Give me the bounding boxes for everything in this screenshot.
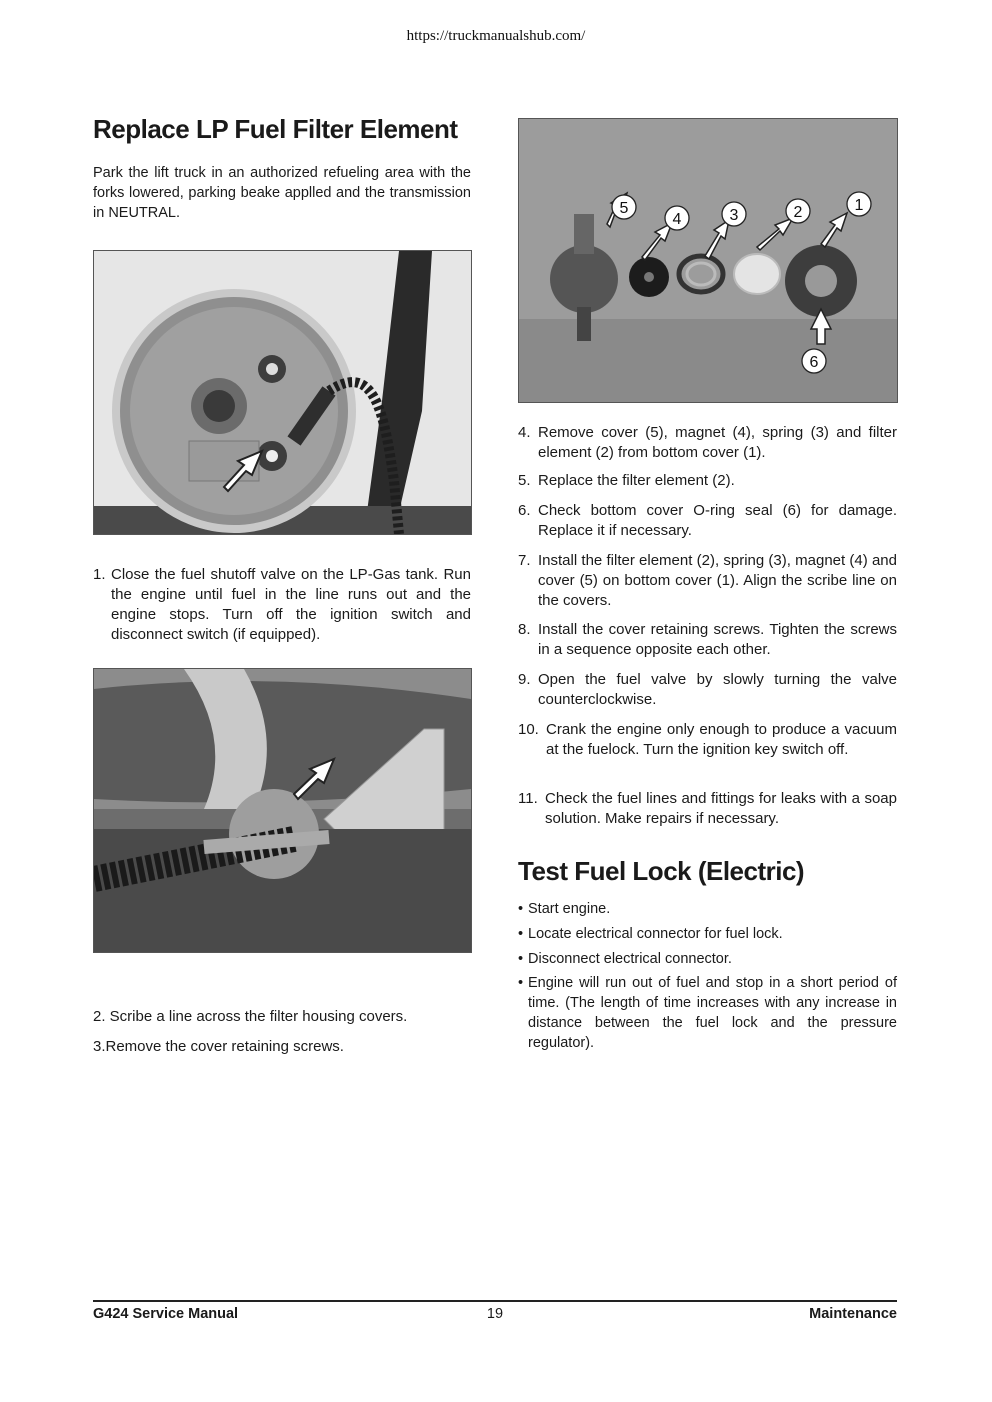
bullet-dot: •	[518, 951, 524, 967]
source-url[interactable]: https://truckmanualshub.com/	[406, 28, 586, 44]
step-3: 3.Remove the cover retaining screws.	[93, 1038, 344, 1055]
step-11	[518, 789, 897, 829]
callout-6-label: 6	[809, 354, 819, 371]
photo-filter-parts	[518, 118, 898, 403]
step-text: Install the cover retaining screws. Tighten the screws in a sequence opposite each other.	[538, 621, 897, 658]
bullet-dot: •	[518, 975, 524, 991]
step-text: Check the fuel lines and fittings for leaks with a soap solution. Make repairs if necessary.	[545, 790, 897, 827]
step-number: 8.	[518, 621, 531, 638]
footer-manual-title: G424 Service Manual	[93, 1306, 239, 1322]
step-text: Open the fuel valve by slowly turning the valve counterclockwise.	[538, 671, 897, 708]
step-1	[93, 565, 471, 645]
callout-5-label: 5	[619, 200, 629, 217]
bullet-item	[518, 973, 897, 1053]
bullet-item	[518, 924, 897, 944]
step-number: 7.	[518, 552, 531, 569]
callout-5	[612, 195, 636, 219]
step-9	[518, 670, 897, 710]
step-text: Crank the engine only enough to produce a vacuum at the fuelock. Turn the ignition key switch off.	[546, 721, 897, 758]
step-6	[518, 501, 897, 541]
intro-paragraph: Park the lift truck in an authorized refueling area with the forks lowered, parking beake applled and the transmission in NEUTRAL.	[93, 165, 471, 221]
callout-2-label: 2	[793, 204, 803, 221]
step-text: Remove cover (5), magnet (4), spring (3) and filter element (2) from bottom cover (1).	[538, 424, 897, 461]
step-text: Check bottom cover O-ring seal (6) for damage. Replace it if necessary.	[538, 502, 897, 539]
footer-divider	[93, 1300, 897, 1302]
step-text: Replace the filter element (2).	[538, 472, 735, 489]
callout-4-label: 4	[672, 211, 682, 228]
bullet-item	[518, 899, 897, 919]
footer-section-name: Maintenance	[809, 1306, 897, 1322]
bullet-text: Locate electrical connector for fuel lock.	[528, 926, 783, 942]
step-1-text: Close the fuel shutoff valve on the LP-Gas tank. Run the engine until fuel in the line runs out and the engine stops. Turn off the ignition switch and disconnect switch (if equipped).	[111, 566, 471, 643]
step-10	[518, 720, 897, 760]
step-number: 9.	[518, 671, 531, 688]
step-number: 11.	[518, 790, 538, 807]
callout-3	[722, 202, 746, 226]
step-number: 10.	[518, 721, 539, 738]
section-title-test-fuel-lock: Test Fuel Lock (Electric)	[518, 856, 805, 886]
step-4	[518, 423, 897, 463]
bullet-text: Engine will run out of fuel and stop in a short period of time. (The length of time increases with any increase in distance between the fuel lock and the pressure regulator).	[528, 975, 897, 1051]
step-number: 5.	[518, 472, 531, 489]
step-2: 2. Scribe a line across the filter housing covers.	[93, 1008, 408, 1025]
step-8	[518, 620, 897, 660]
callout-2	[786, 199, 810, 223]
photo-fuel-lock	[93, 668, 472, 953]
callout-3-label: 3	[729, 207, 739, 224]
step-number: 4.	[518, 424, 531, 441]
step-number: 6.	[518, 502, 531, 519]
step-5	[518, 471, 897, 491]
step-7	[518, 551, 897, 611]
step-1-number: 1.	[93, 566, 106, 583]
step-text: Install the filter element (2), spring (3), magnet (4) and cover (5) on bottom cover (1). Align the scribe line on the covers.	[538, 552, 897, 609]
photo-filter-housing	[93, 250, 472, 535]
bullet-item	[518, 949, 897, 969]
bullet-text: Start engine.	[528, 901, 611, 917]
callout-6	[802, 349, 826, 373]
callout-1-label: 1	[854, 197, 864, 214]
footer-page-number: 19	[486, 1306, 504, 1322]
bullet-text: Disconnect electrical connector.	[528, 951, 732, 967]
bullet-dot: •	[518, 926, 524, 942]
callout-1	[847, 192, 871, 216]
section-title-replace-filter: Replace LP Fuel Filter Element	[93, 114, 458, 144]
callout-4	[665, 206, 689, 230]
bullet-dot: •	[518, 901, 524, 917]
